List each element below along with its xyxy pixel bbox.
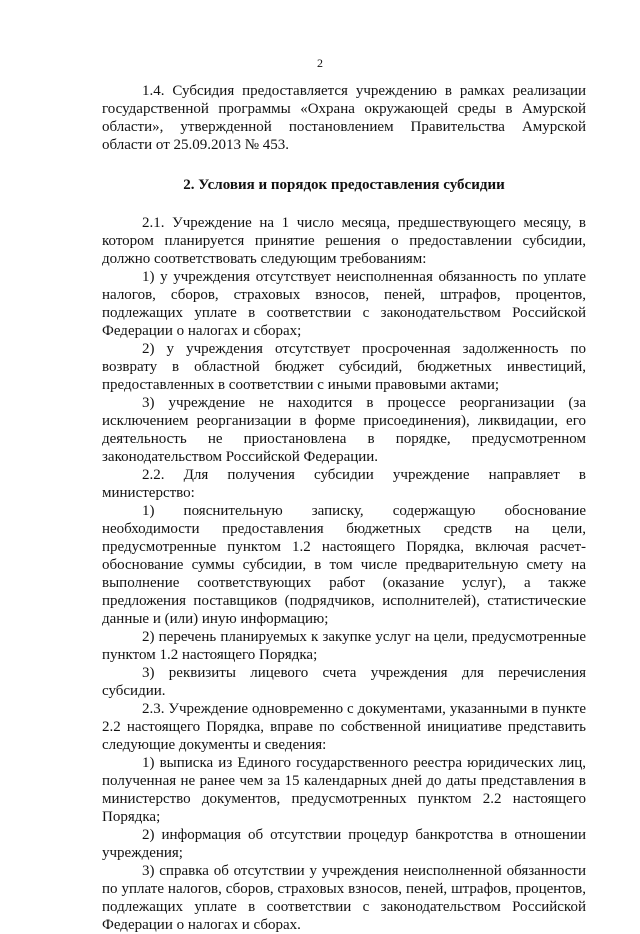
clause-2-3-intro: 2.3. Учреждение одновременно с документами, указанными в пункте 2.2 настоящего Порядка, вправе по собственной инициативе представить следующие документы и сведения: <box>102 701 586 753</box>
clause-2-1-intro: 2.1. Учреждение на 1 число месяца, предшествующего месяцу, в котором планируется принятие решения о предоставлении субсидии, должно соответствовать следующим требованиям: <box>102 215 586 267</box>
clause-2-3-item-1: 1) выписка из Единого государственного реестра юридических лиц, полученная не ранее чем за 15 календарных дней до даты представления в министерство документов, предусмотренных пунктом 2.2 настоящего Порядка; <box>102 755 586 825</box>
section-2-title: 2. Условия и порядок предоставления субсидии <box>183 177 505 193</box>
clause-2-1-item-1: 1) у учреждения отсутствует неисполненная обязанность по уплате налогов, сборов, страховых взносов, пеней, штрафов, процентов, подлежащих уплате в соответствии с законодательством Российской Федерации о налогах и сборах; <box>102 269 586 339</box>
clause-2-2-item-2: 2) перечень планируемых к закупке услуг на цели, предусмотренные пунктом 1.2 настоящего Порядка; <box>102 629 586 663</box>
clause-2-2-item-1: 1) пояснительную записку, содержащую обоснование необходимости предоставления бюджетных средств на цели, предусмотренные пунктом 1.2 настоящего Порядка, включая расчет-обоснование суммы субсидии, в том числе предварительную смету на выполнение соответствующих работ (оказание услуг), а также предложения поставщиков (подрядчиков, исполнителей), статистические данные и (или) иную информацию; <box>102 503 586 627</box>
clause-2-2-intro: 2.2. Для получения субсидии учреждение направляет в министерство: <box>102 467 586 501</box>
clause-2-3-item-2: 2) информация об отсутствии процедур банкротства в отношении учреждения; <box>102 827 586 861</box>
clause-2-2-item-3: 3) реквизиты лицевого счета учреждения для перечисления субсидии. <box>102 665 586 699</box>
clause-2-3-item-3: 3) справка об отсутствии у учреждения неисполненной обязанности по уплате налогов, сборов, страховых взносов, пеней, штрафов, процентов, подлежащих уплате в соответствии с законодательством Российской Федерации о налогах и сборах. <box>102 863 586 933</box>
clause-2-1-item-2: 2) у учреждения отсутствует просроченная задолженность по возврату в областной бюджет субсидий, бюджетных инвестиций, предоставленных в соответствии с иными правовыми актами; <box>102 341 586 393</box>
clause-2-1-item-3: 3) учреждение не находится в процессе реорганизации (за исключением реорганизации в форме присоединения), ликвидации, его деятельность не приостановлена в порядке, предусмотренном законодательством Российской Федерации. <box>102 395 586 465</box>
page-number: 2 <box>317 56 323 70</box>
clause-1-4: 1.4. Субсидия предоставляется учреждению в рамках реализации государственной программы «Охрана окружающей среды в Амурской области», утвержденной постановлением Правительства Амурской области от 25.09.2013 № 453. <box>102 83 586 153</box>
document-body <box>102 82 586 934</box>
